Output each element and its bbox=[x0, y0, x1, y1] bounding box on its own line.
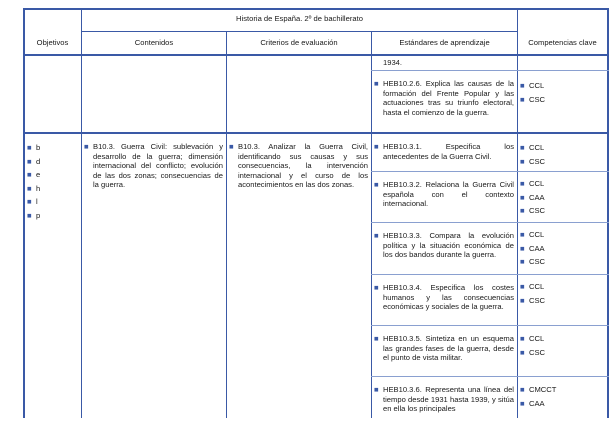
row-line-top-continuation bbox=[371, 70, 609, 71]
competencia-item: ■ CSC bbox=[520, 93, 545, 107]
table-border-top bbox=[23, 8, 609, 10]
competencias-heb10-3-6 bbox=[520, 383, 556, 410]
bullet-icon: ■ bbox=[374, 231, 379, 240]
standard-text: HEB10.2.6. Explica las causas de la formación del Frente Popular y las actuaciones tras su triunfo electoral, hasta el comienzo de la guerra. bbox=[383, 79, 514, 117]
competencia-item: ■ CSC bbox=[520, 204, 545, 218]
bullet-icon: ■ bbox=[374, 79, 379, 88]
competencia-item: ■ CCL bbox=[520, 141, 545, 155]
standard-continuation: 1934. bbox=[383, 58, 403, 67]
competencias-heb10-3-1 bbox=[520, 141, 545, 168]
standard-text: HEB10.3.2. Relaciona la Guerra Civil española con el contexto internacional. bbox=[383, 180, 514, 209]
bullet-icon: ■ bbox=[520, 143, 525, 152]
standard-text: HEB10.3.1. Especifica los antecedentes de la Guerra Civil. bbox=[383, 142, 514, 161]
bullet-icon: ■ bbox=[520, 156, 525, 166]
competencia-item: ■ CCL bbox=[520, 332, 545, 346]
bullet-icon: ■ bbox=[520, 334, 525, 343]
standard-text: HEB10.3.6. Representa una línea del tiempo desde 1931 hasta 1939, y sitúa en ella los principales bbox=[383, 385, 514, 414]
objetivo-item: ■ e bbox=[27, 168, 40, 182]
objetivo-item: ■ d bbox=[27, 155, 40, 169]
header-criterios: Criterios de evaluación bbox=[260, 38, 338, 47]
bullet-icon: ■ bbox=[229, 142, 234, 151]
competencia-item: ■ CMCCT bbox=[520, 383, 556, 397]
bullet-icon: ■ bbox=[520, 257, 525, 267]
standard-text: HEB10.3.4. Especifica los costes humanos y las consecuencias económicas y sociales de la guerra. bbox=[383, 283, 514, 312]
bullet-icon: ■ bbox=[520, 398, 525, 408]
header-competencias: Competencias clave bbox=[528, 38, 597, 47]
bullet-icon: ■ bbox=[27, 183, 32, 193]
col-line-criterios bbox=[371, 31, 372, 418]
col-line-objetivos bbox=[81, 8, 82, 418]
header-estandares: Estándares de aprendizaje bbox=[399, 38, 490, 47]
bullet-icon: ■ bbox=[520, 192, 525, 202]
bullet-icon: ■ bbox=[520, 385, 525, 394]
objetivo-item: ■ l bbox=[27, 195, 40, 209]
standard-text: HEB10.3.5. Sintetiza en un esquema las grandes fases de la guerra, desde el punto de vista militar. bbox=[383, 334, 514, 363]
competencias-heb10-3-2 bbox=[520, 177, 545, 218]
bullet-icon: ■ bbox=[374, 334, 379, 343]
competencia-item: ■ CCL bbox=[520, 228, 545, 242]
row-line-standard-3 bbox=[371, 274, 609, 275]
bullet-icon: ■ bbox=[520, 94, 525, 104]
competencias-heb10-3-5 bbox=[520, 332, 545, 359]
row-line-block-separator bbox=[23, 132, 609, 134]
objetivo-item: ■ h bbox=[27, 182, 40, 196]
competencia-item: ■ CAA bbox=[520, 397, 556, 411]
competencia-item: ■ CCL bbox=[520, 280, 545, 294]
bullet-icon: ■ bbox=[374, 142, 379, 151]
row-line-standard-1 bbox=[371, 171, 609, 172]
objetivo-item: ■ b bbox=[27, 141, 40, 155]
competencia-item: ■ CSC bbox=[520, 346, 545, 360]
table-title: Historia de España. 2º de bachillerato bbox=[236, 14, 363, 23]
bullet-icon: ■ bbox=[520, 295, 525, 305]
header-title-divider bbox=[81, 31, 517, 32]
row-line-standard-4 bbox=[371, 325, 609, 326]
standard-text: HEB10.3.3. Compara la evolución política y la situación económica de los dos bandos durante la guerra. bbox=[383, 231, 514, 260]
competencia-item: ■ CSC bbox=[520, 294, 545, 308]
competencias-heb10-3-4 bbox=[520, 280, 545, 307]
competencia-item: ■ CSC bbox=[520, 255, 545, 269]
bullet-icon: ■ bbox=[27, 210, 32, 220]
bullet-icon: ■ bbox=[374, 283, 379, 292]
bullet-icon: ■ bbox=[374, 180, 379, 189]
criterio-text: B10.3. Analizar la Guerra Civil, identificando sus causas y sus consecuencias, la intervención internacional y el curso de los acontecimientos en las dos zonas. bbox=[238, 142, 368, 190]
competencia-item: ■ CAA bbox=[520, 191, 545, 205]
row-line-standard-2 bbox=[371, 222, 609, 223]
header-objetivos: Objetivos bbox=[36, 38, 69, 47]
competencia-item: ■ CSC bbox=[520, 155, 545, 169]
col-line-contenidos bbox=[226, 31, 227, 418]
bullet-icon: ■ bbox=[374, 385, 379, 394]
competencia-item: ■ CAA bbox=[520, 242, 545, 256]
bullet-icon: ■ bbox=[520, 282, 525, 291]
bullet-icon: ■ bbox=[520, 347, 525, 357]
bullet-icon: ■ bbox=[27, 143, 32, 152]
bullet-icon: ■ bbox=[520, 179, 525, 188]
competencia-item: ■ CCL bbox=[520, 79, 545, 93]
competencias-heb10-3-3 bbox=[520, 228, 545, 269]
bullet-icon: ■ bbox=[520, 81, 525, 90]
bullet-icon: ■ bbox=[27, 156, 32, 166]
bullet-icon: ■ bbox=[520, 230, 525, 239]
row-line-standard-5 bbox=[371, 376, 609, 377]
bullet-icon: ■ bbox=[520, 243, 525, 253]
objetivos-list bbox=[27, 141, 40, 223]
competencias-top bbox=[520, 79, 545, 106]
table-border-left bbox=[23, 8, 25, 418]
objetivo-item: ■ p bbox=[27, 209, 40, 223]
header-bottom-line bbox=[23, 54, 609, 56]
bullet-icon: ■ bbox=[27, 170, 32, 180]
bullet-icon: ■ bbox=[27, 197, 32, 207]
contenido-text: B10.3. Guerra Civil: sublevación y desarrollo de la guerra; dimensión internacional del conflicto; evolución de las dos zonas; consecuencias de la guerra. bbox=[93, 142, 223, 190]
bullet-icon: ■ bbox=[520, 206, 525, 216]
competencia-item: ■ CCL bbox=[520, 177, 545, 191]
bullet-icon: ■ bbox=[84, 142, 89, 151]
header-contenidos: Contenidos bbox=[134, 38, 174, 47]
